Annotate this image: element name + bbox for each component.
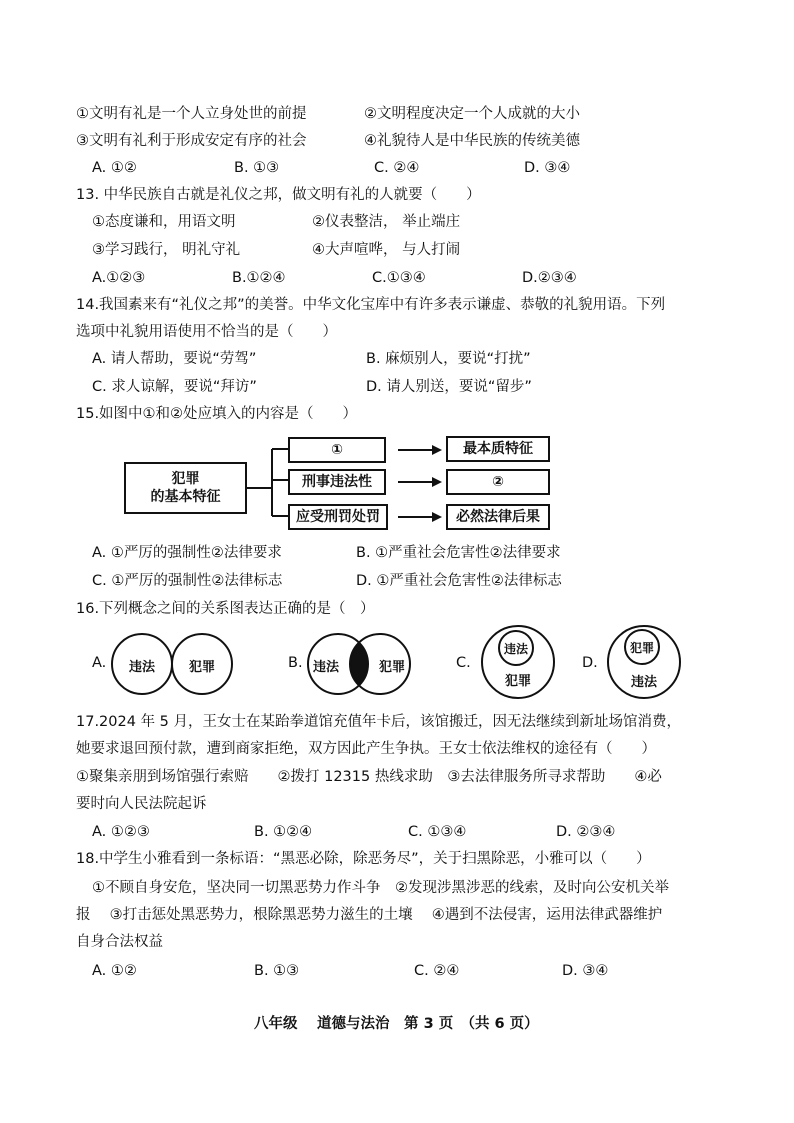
q13-statement-4: ④大声喧哗， 与人打闹 — [312, 242, 461, 258]
q13-statement-2: ②仪表整洁， 举止端庄 — [312, 214, 461, 230]
q12-statement-1: ①文明有礼是一个人立身处世的前提 — [76, 106, 307, 122]
q15-option-b: B. ①严重社会危害性②法律要求 — [356, 545, 561, 561]
page-footer: 八年级 道德与法治 第 3 页 （共 6 页） — [254, 1016, 539, 1032]
q15-blank-1-box: ① — [288, 437, 386, 463]
q12-option-c: C. ②④ — [374, 160, 420, 176]
q13-stem: 13. 中华民族自古就是礼仪之邦，做文明有礼的人就要（ ） — [76, 187, 481, 203]
q18-option-c: C. ②④ — [414, 963, 460, 979]
q17-option-d: D. ②③④ — [556, 824, 616, 840]
q16-d-fanzui: 犯罪 — [629, 641, 654, 655]
q18-statements-line1: ①不顾自身安危，坚决同一切黑恶势力作斗争 ②发现涉黑涉恶的线索，及时向公安机关举 — [92, 880, 669, 896]
q14-option-c: C. 求人谅解，要说“拜访” — [92, 379, 257, 395]
q17-stem-line2: 她要求退回预付款，遭到商家拒绝，双方因此产生争执。王女士依法维权的途径有（ ） — [76, 741, 656, 757]
q18-statements-line2: 报 ③打击惩处黑恶势力，根除黑恶势力滋生的土壤 ④遇到不法侵害，运用法律武器维护 — [76, 907, 663, 923]
q16-stem: 16.下列概念之间的关系图表达正确的是（ ） — [76, 601, 375, 617]
q16-b-weifa: 违法 — [312, 660, 339, 675]
q18-option-d: D. ③④ — [562, 963, 609, 979]
q15-legal-consequence-box: 必然法律后果 — [446, 504, 550, 530]
q12-statement-3: ③文明有礼利于形成安定有序的社会 — [76, 133, 307, 149]
q17-option-a: A. ①②③ — [92, 824, 150, 840]
q12-option-d: D. ③④ — [524, 160, 571, 176]
q12-statement-4: ④礼貌待人是中华民族的传统美德 — [364, 133, 580, 149]
q14-option-d: D. 请人别送，要说“留步” — [366, 379, 532, 395]
q15-blank-2-box: ② — [446, 469, 550, 495]
q16-option-a-label: A. — [92, 655, 107, 671]
q17-statements-line2: 要时向人民法院起诉 — [76, 796, 207, 812]
q16-option-c-label: C. — [456, 655, 471, 671]
q13-statement-3: ③学习践行， 明礼守礼 — [92, 242, 241, 258]
q14-option-a: A. 请人帮助，要说“劳驾” — [92, 351, 257, 367]
q15-option-a: A. ①严厉的强制性②法律要求 — [92, 545, 282, 561]
q12-statement-2: ②文明程度决定一个人成就的大小 — [364, 106, 580, 122]
q15-stem: 15.如图中①和②处应填入的内容是（ ） — [76, 406, 358, 422]
q15-punishable-box: 应受刑罚处罚 — [288, 504, 388, 530]
q18-statements-line3: 自身合法权益 — [76, 934, 163, 950]
q16-c-weifa: 违法 — [503, 642, 528, 656]
q15-root-box: 犯罪 的基本特征 — [124, 462, 247, 514]
q13-option-b: B.①②④ — [232, 270, 286, 286]
q16-b-fanzui: 犯罪 — [378, 660, 405, 675]
q16-option-b-label: B. — [288, 655, 303, 671]
q13-option-c: C.①③④ — [372, 270, 426, 286]
q16-option-d-label: D. — [582, 655, 598, 671]
q15-option-c: C. ①严厉的强制性②法律标志 — [92, 573, 283, 589]
q12-option-b: B. ①③ — [234, 160, 280, 176]
q18-option-a: A. ①② — [92, 963, 137, 979]
q14-stem-line2: 选项中礼貌用语使用不恰当的是（ ） — [76, 324, 337, 340]
q15-essential-feature-box: 最本质特征 — [446, 436, 550, 462]
q17-statements-line1: ①聚集亲朋到场馆强行索赔 ②拨打 12315 热线求助 ③去法律服务所寻求帮助 ④必 — [76, 769, 662, 785]
q17-option-b: B. ①②④ — [254, 824, 313, 840]
q16-d-weifa: 违法 — [630, 675, 657, 690]
q16-a-weifa: 违法 — [128, 660, 155, 675]
q16-a-fanzui: 犯罪 — [188, 660, 215, 675]
q14-stem-line1: 14.我国素来有“礼仪之邦”的美誉。中华文化宝库中有许多表示谦虚、恭敬的礼貌用语。下列 — [76, 297, 666, 313]
q13-statement-1: ①态度谦和，用语文明 — [92, 214, 236, 230]
q14-option-b: B. 麻烦别人，要说“打扰” — [366, 351, 531, 367]
q15-option-d: D. ①严重社会危害性②法律标志 — [356, 573, 562, 589]
q18-stem: 18.中学生小雅看到一条标语：“黑恶必除，除恶务尽”，关于扫黑除恶，小雅可以（ ） — [76, 851, 651, 867]
q17-stem-line1: 17.2024 年 5 月，王女士在某跆拳道馆充值年卡后，该馆搬迁，因无法继续到新址场馆消费， — [76, 714, 682, 730]
q15-criminal-illegality-box: 刑事违法性 — [288, 469, 386, 495]
q12-option-a: A. ①② — [92, 160, 137, 176]
q13-option-a: A.①②③ — [92, 270, 146, 286]
q17-option-c: C. ①③④ — [408, 824, 467, 840]
q13-option-d: D.②③④ — [522, 270, 577, 286]
q18-option-b: B. ①③ — [254, 963, 300, 979]
q16-c-fanzui: 犯罪 — [504, 674, 531, 689]
